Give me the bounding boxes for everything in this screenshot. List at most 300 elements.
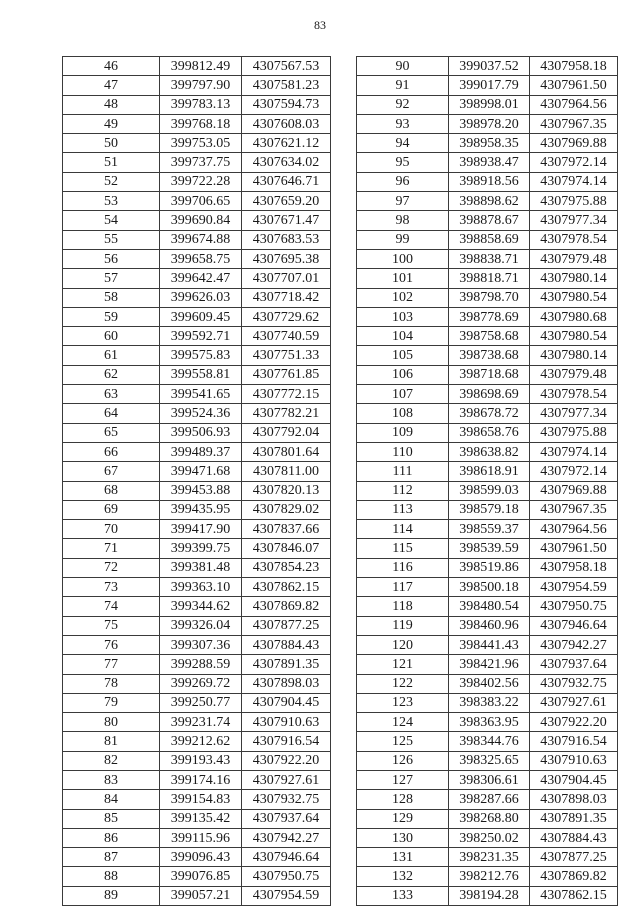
point-number-cell: 75 — [63, 616, 160, 635]
x-coordinate-cell: 399506.93 — [160, 423, 242, 442]
point-number-cell: 56 — [63, 249, 160, 268]
y-coordinate-cell: 4307782.21 — [242, 404, 331, 423]
x-coordinate-cell: 399658.75 — [160, 249, 242, 268]
point-number-cell: 62 — [63, 365, 160, 384]
table-row — [357, 404, 618, 423]
y-coordinate-cell: 4307946.64 — [530, 616, 618, 635]
point-number-cell: 93 — [357, 114, 449, 133]
table-row — [63, 404, 331, 423]
x-coordinate-cell: 399344.62 — [160, 597, 242, 616]
table-row — [357, 230, 618, 249]
x-coordinate-cell: 398325.65 — [449, 751, 530, 770]
x-coordinate-cell: 399269.72 — [160, 674, 242, 693]
point-number-cell: 78 — [63, 674, 160, 693]
table-row — [63, 655, 331, 674]
table-row — [357, 655, 618, 674]
x-coordinate-cell: 399626.03 — [160, 288, 242, 307]
point-number-cell: 123 — [357, 693, 449, 712]
y-coordinate-cell: 4307979.48 — [530, 249, 618, 268]
point-number-cell: 60 — [63, 327, 160, 346]
x-coordinate-cell: 399135.42 — [160, 809, 242, 828]
y-coordinate-cell: 4307980.14 — [530, 346, 618, 365]
point-number-cell: 79 — [63, 693, 160, 712]
coordinates-table-left-body — [63, 57, 331, 906]
table-row — [63, 365, 331, 384]
x-coordinate-cell: 398460.96 — [449, 616, 530, 635]
table-row — [63, 307, 331, 326]
point-number-cell: 109 — [357, 423, 449, 442]
y-coordinate-cell: 4307979.48 — [530, 365, 618, 384]
y-coordinate-cell: 4307898.03 — [242, 674, 331, 693]
table-row — [63, 828, 331, 847]
table-row — [63, 558, 331, 577]
table-row — [357, 481, 618, 500]
table-row — [63, 134, 331, 153]
y-coordinate-cell: 4307761.85 — [242, 365, 331, 384]
y-coordinate-cell: 4307898.03 — [530, 790, 618, 809]
table-row — [357, 848, 618, 867]
point-number-cell: 67 — [63, 462, 160, 481]
table-row — [63, 597, 331, 616]
y-coordinate-cell: 4307980.54 — [530, 288, 618, 307]
table-row — [63, 809, 331, 828]
point-number-cell: 132 — [357, 867, 449, 886]
point-number-cell: 68 — [63, 481, 160, 500]
table-row — [63, 693, 331, 712]
x-coordinate-cell: 398938.47 — [449, 153, 530, 172]
point-number-cell: 89 — [63, 886, 160, 905]
table-row — [357, 635, 618, 654]
x-coordinate-cell: 399642.47 — [160, 269, 242, 288]
x-coordinate-cell: 399592.71 — [160, 327, 242, 346]
table-row — [63, 674, 331, 693]
x-coordinate-cell: 399399.75 — [160, 539, 242, 558]
point-number-cell: 118 — [357, 597, 449, 616]
x-coordinate-cell: 398678.72 — [449, 404, 530, 423]
x-coordinate-cell: 399096.43 — [160, 848, 242, 867]
point-number-cell: 51 — [63, 153, 160, 172]
table-row — [357, 886, 618, 905]
x-coordinate-cell: 398539.59 — [449, 539, 530, 558]
table-row — [63, 732, 331, 751]
x-coordinate-cell: 399558.81 — [160, 365, 242, 384]
y-coordinate-cell: 4307922.20 — [242, 751, 331, 770]
y-coordinate-cell: 4307801.64 — [242, 442, 331, 461]
y-coordinate-cell: 4307634.02 — [242, 153, 331, 172]
y-coordinate-cell: 4307974.14 — [530, 442, 618, 461]
y-coordinate-cell: 4307581.23 — [242, 76, 331, 95]
table-row — [63, 751, 331, 770]
x-coordinate-cell: 398838.71 — [449, 249, 530, 268]
y-coordinate-cell: 4307954.59 — [242, 886, 331, 905]
table-row — [63, 578, 331, 597]
y-coordinate-cell: 4307659.20 — [242, 192, 331, 211]
point-number-cell: 85 — [63, 809, 160, 828]
point-number-cell: 81 — [63, 732, 160, 751]
y-coordinate-cell: 4307972.14 — [530, 153, 618, 172]
y-coordinate-cell: 4307862.15 — [530, 886, 618, 905]
y-coordinate-cell: 4307772.15 — [242, 385, 331, 404]
x-coordinate-cell: 399797.90 — [160, 76, 242, 95]
x-coordinate-cell: 398638.82 — [449, 442, 530, 461]
point-number-cell: 131 — [357, 848, 449, 867]
y-coordinate-cell: 4307877.25 — [242, 616, 331, 635]
table-row — [63, 500, 331, 519]
point-number-cell: 119 — [357, 616, 449, 635]
x-coordinate-cell: 398858.69 — [449, 230, 530, 249]
x-coordinate-cell: 398878.67 — [449, 211, 530, 230]
table-row — [63, 886, 331, 905]
y-coordinate-cell: 4307869.82 — [242, 597, 331, 616]
x-coordinate-cell: 398250.02 — [449, 828, 530, 847]
y-coordinate-cell: 4307891.35 — [242, 655, 331, 674]
y-coordinate-cell: 4307937.64 — [242, 809, 331, 828]
x-coordinate-cell: 399363.10 — [160, 578, 242, 597]
x-coordinate-cell: 398918.56 — [449, 172, 530, 191]
table-row — [63, 192, 331, 211]
y-coordinate-cell: 4307811.00 — [242, 462, 331, 481]
point-number-cell: 96 — [357, 172, 449, 191]
y-coordinate-cell: 4307961.50 — [530, 76, 618, 95]
table-row — [63, 114, 331, 133]
x-coordinate-cell: 399768.18 — [160, 114, 242, 133]
table-row — [63, 288, 331, 307]
y-coordinate-cell: 4307751.33 — [242, 346, 331, 365]
table-row — [357, 423, 618, 442]
x-coordinate-cell: 399753.05 — [160, 134, 242, 153]
point-number-cell: 124 — [357, 713, 449, 732]
table-row — [63, 442, 331, 461]
x-coordinate-cell: 399706.65 — [160, 192, 242, 211]
y-coordinate-cell: 4307829.02 — [242, 500, 331, 519]
x-coordinate-cell: 399524.36 — [160, 404, 242, 423]
y-coordinate-cell: 4307910.63 — [530, 751, 618, 770]
y-coordinate-cell: 4307927.61 — [530, 693, 618, 712]
table-row — [63, 95, 331, 114]
table-row — [63, 269, 331, 288]
y-coordinate-cell: 4307964.56 — [530, 520, 618, 539]
y-coordinate-cell: 4307978.54 — [530, 230, 618, 249]
point-number-cell: 65 — [63, 423, 160, 442]
y-coordinate-cell: 4307837.66 — [242, 520, 331, 539]
table-row — [357, 713, 618, 732]
point-number-cell: 120 — [357, 635, 449, 654]
table-row — [63, 790, 331, 809]
point-number-cell: 105 — [357, 346, 449, 365]
table-row — [63, 385, 331, 404]
y-coordinate-cell: 4307967.35 — [530, 500, 618, 519]
x-coordinate-cell: 398579.18 — [449, 500, 530, 519]
table-row — [357, 828, 618, 847]
point-number-cell: 86 — [63, 828, 160, 847]
y-coordinate-cell: 4307695.38 — [242, 249, 331, 268]
x-coordinate-cell: 399722.28 — [160, 172, 242, 191]
y-coordinate-cell: 4307884.43 — [242, 635, 331, 654]
point-number-cell: 46 — [63, 57, 160, 76]
x-coordinate-cell: 398818.71 — [449, 269, 530, 288]
x-coordinate-cell: 399154.83 — [160, 790, 242, 809]
y-coordinate-cell: 4307975.88 — [530, 423, 618, 442]
point-number-cell: 128 — [357, 790, 449, 809]
table-row — [357, 867, 618, 886]
x-coordinate-cell: 398978.20 — [449, 114, 530, 133]
x-coordinate-cell: 398898.62 — [449, 192, 530, 211]
y-coordinate-cell: 4307820.13 — [242, 481, 331, 500]
point-number-cell: 80 — [63, 713, 160, 732]
table-row — [357, 134, 618, 153]
point-number-cell: 101 — [357, 269, 449, 288]
x-coordinate-cell: 399017.79 — [449, 76, 530, 95]
y-coordinate-cell: 4307740.59 — [242, 327, 331, 346]
point-number-cell: 88 — [63, 867, 160, 886]
point-number-cell: 87 — [63, 848, 160, 867]
x-coordinate-cell: 399381.48 — [160, 558, 242, 577]
page-number: 83 — [314, 18, 326, 32]
table-row — [357, 327, 618, 346]
point-number-cell: 71 — [63, 539, 160, 558]
y-coordinate-cell: 4307954.59 — [530, 578, 618, 597]
x-coordinate-cell: 398559.37 — [449, 520, 530, 539]
y-coordinate-cell: 4307974.14 — [530, 172, 618, 191]
x-coordinate-cell: 398441.43 — [449, 635, 530, 654]
table-row — [63, 76, 331, 95]
point-number-cell: 52 — [63, 172, 160, 191]
y-coordinate-cell: 4307942.27 — [530, 635, 618, 654]
x-coordinate-cell: 398500.18 — [449, 578, 530, 597]
x-coordinate-cell: 398698.69 — [449, 385, 530, 404]
table-row — [63, 867, 331, 886]
x-coordinate-cell: 399690.84 — [160, 211, 242, 230]
point-number-cell: 107 — [357, 385, 449, 404]
x-coordinate-cell: 398383.22 — [449, 693, 530, 712]
y-coordinate-cell: 4307969.88 — [530, 481, 618, 500]
y-coordinate-cell: 4307937.64 — [530, 655, 618, 674]
table-row — [63, 153, 331, 172]
y-coordinate-cell: 4307646.71 — [242, 172, 331, 191]
x-coordinate-cell: 398758.68 — [449, 327, 530, 346]
y-coordinate-cell: 4307980.68 — [530, 307, 618, 326]
table-row — [63, 635, 331, 654]
x-coordinate-cell: 398480.54 — [449, 597, 530, 616]
y-coordinate-cell: 4307932.75 — [530, 674, 618, 693]
point-number-cell: 127 — [357, 770, 449, 789]
table-row — [357, 57, 618, 76]
y-coordinate-cell: 4307922.20 — [530, 713, 618, 732]
point-number-cell: 117 — [357, 578, 449, 597]
y-coordinate-cell: 4307964.56 — [530, 95, 618, 114]
point-number-cell: 61 — [63, 346, 160, 365]
y-coordinate-cell: 4307567.53 — [242, 57, 331, 76]
point-number-cell: 74 — [63, 597, 160, 616]
y-coordinate-cell: 4307904.45 — [530, 770, 618, 789]
table-row — [63, 211, 331, 230]
y-coordinate-cell: 4307950.75 — [242, 867, 331, 886]
y-coordinate-cell: 4307707.01 — [242, 269, 331, 288]
table-row — [357, 114, 618, 133]
y-coordinate-cell: 4307942.27 — [242, 828, 331, 847]
x-coordinate-cell: 399541.65 — [160, 385, 242, 404]
point-number-cell: 54 — [63, 211, 160, 230]
point-number-cell: 76 — [63, 635, 160, 654]
x-coordinate-cell: 398958.35 — [449, 134, 530, 153]
point-number-cell: 84 — [63, 790, 160, 809]
table-row — [357, 346, 618, 365]
table-row — [357, 500, 618, 519]
point-number-cell: 55 — [63, 230, 160, 249]
point-number-cell: 82 — [63, 751, 160, 770]
table-row — [357, 269, 618, 288]
y-coordinate-cell: 4307916.54 — [530, 732, 618, 751]
point-number-cell: 77 — [63, 655, 160, 674]
table-row — [63, 423, 331, 442]
table-row — [63, 327, 331, 346]
y-coordinate-cell: 4307916.54 — [242, 732, 331, 751]
point-number-cell: 48 — [63, 95, 160, 114]
coordinates-table-left — [62, 56, 331, 906]
x-coordinate-cell: 398287.66 — [449, 790, 530, 809]
y-coordinate-cell: 4307608.03 — [242, 114, 331, 133]
y-coordinate-cell: 4307846.07 — [242, 539, 331, 558]
table-row — [357, 809, 618, 828]
point-number-cell: 91 — [357, 76, 449, 95]
point-number-cell: 70 — [63, 520, 160, 539]
x-coordinate-cell: 398421.96 — [449, 655, 530, 674]
table-row — [63, 481, 331, 500]
table-row — [63, 539, 331, 558]
x-coordinate-cell: 399812.49 — [160, 57, 242, 76]
table-row — [357, 790, 618, 809]
point-number-cell: 47 — [63, 76, 160, 95]
table-row — [357, 211, 618, 230]
x-coordinate-cell: 398402.56 — [449, 674, 530, 693]
point-number-cell: 49 — [63, 114, 160, 133]
y-coordinate-cell: 4307977.34 — [530, 211, 618, 230]
x-coordinate-cell: 399307.36 — [160, 635, 242, 654]
point-number-cell: 110 — [357, 442, 449, 461]
point-number-cell: 122 — [357, 674, 449, 693]
point-number-cell: 103 — [357, 307, 449, 326]
x-coordinate-cell: 398519.86 — [449, 558, 530, 577]
y-coordinate-cell: 4307975.88 — [530, 192, 618, 211]
point-number-cell: 111 — [357, 462, 449, 481]
table-row — [357, 732, 618, 751]
point-number-cell: 121 — [357, 655, 449, 674]
x-coordinate-cell: 399174.16 — [160, 770, 242, 789]
x-coordinate-cell: 398618.91 — [449, 462, 530, 481]
y-coordinate-cell: 4307904.45 — [242, 693, 331, 712]
y-coordinate-cell: 4307977.34 — [530, 404, 618, 423]
y-coordinate-cell: 4307884.43 — [530, 828, 618, 847]
table-row — [63, 172, 331, 191]
y-coordinate-cell: 4307950.75 — [530, 597, 618, 616]
point-number-cell: 129 — [357, 809, 449, 828]
table-row — [357, 770, 618, 789]
point-number-cell: 58 — [63, 288, 160, 307]
x-coordinate-cell: 399212.62 — [160, 732, 242, 751]
x-coordinate-cell: 398268.80 — [449, 809, 530, 828]
point-number-cell: 108 — [357, 404, 449, 423]
point-number-cell: 98 — [357, 211, 449, 230]
point-number-cell: 106 — [357, 365, 449, 384]
x-coordinate-cell: 399453.88 — [160, 481, 242, 500]
y-coordinate-cell: 4307932.75 — [242, 790, 331, 809]
x-coordinate-cell: 399609.45 — [160, 307, 242, 326]
table-row — [63, 616, 331, 635]
x-coordinate-cell: 399737.75 — [160, 153, 242, 172]
table-row — [357, 172, 618, 191]
y-coordinate-cell: 4307621.12 — [242, 134, 331, 153]
x-coordinate-cell: 398599.03 — [449, 481, 530, 500]
y-coordinate-cell: 4307683.53 — [242, 230, 331, 249]
x-coordinate-cell: 399471.68 — [160, 462, 242, 481]
point-number-cell: 102 — [357, 288, 449, 307]
x-coordinate-cell: 398363.95 — [449, 713, 530, 732]
x-coordinate-cell: 399250.77 — [160, 693, 242, 712]
x-coordinate-cell: 398344.76 — [449, 732, 530, 751]
table-row — [63, 57, 331, 76]
y-coordinate-cell: 4307946.64 — [242, 848, 331, 867]
table-row — [357, 249, 618, 268]
table-row — [63, 346, 331, 365]
point-number-cell: 63 — [63, 385, 160, 404]
table-row — [357, 751, 618, 770]
point-number-cell: 130 — [357, 828, 449, 847]
x-coordinate-cell: 398778.69 — [449, 307, 530, 326]
point-number-cell: 115 — [357, 539, 449, 558]
table-row — [357, 442, 618, 461]
table-row — [357, 288, 618, 307]
x-coordinate-cell: 398738.68 — [449, 346, 530, 365]
point-number-cell: 64 — [63, 404, 160, 423]
x-coordinate-cell: 399435.95 — [160, 500, 242, 519]
x-coordinate-cell: 398998.01 — [449, 95, 530, 114]
table-row — [357, 578, 618, 597]
y-coordinate-cell: 4307718.42 — [242, 288, 331, 307]
x-coordinate-cell: 399037.52 — [449, 57, 530, 76]
table-row — [357, 76, 618, 95]
y-coordinate-cell: 4307969.88 — [530, 134, 618, 153]
point-number-cell: 125 — [357, 732, 449, 751]
point-number-cell: 72 — [63, 558, 160, 577]
point-number-cell: 113 — [357, 500, 449, 519]
point-number-cell: 126 — [357, 751, 449, 770]
point-number-cell: 94 — [357, 134, 449, 153]
x-coordinate-cell: 398798.70 — [449, 288, 530, 307]
coordinates-table-right-body — [357, 57, 618, 906]
x-coordinate-cell: 399193.43 — [160, 751, 242, 770]
x-coordinate-cell: 399288.59 — [160, 655, 242, 674]
point-number-cell: 99 — [357, 230, 449, 249]
y-coordinate-cell: 4307958.18 — [530, 57, 618, 76]
y-coordinate-cell: 4307671.47 — [242, 211, 331, 230]
table-row — [357, 597, 618, 616]
x-coordinate-cell: 398212.76 — [449, 867, 530, 886]
y-coordinate-cell: 4307877.25 — [530, 848, 618, 867]
point-number-cell: 95 — [357, 153, 449, 172]
table-row — [63, 770, 331, 789]
x-coordinate-cell: 399417.90 — [160, 520, 242, 539]
point-number-cell: 90 — [357, 57, 449, 76]
x-coordinate-cell: 399326.04 — [160, 616, 242, 635]
y-coordinate-cell: 4307862.15 — [242, 578, 331, 597]
point-number-cell: 112 — [357, 481, 449, 500]
table-row — [357, 558, 618, 577]
point-number-cell: 114 — [357, 520, 449, 539]
table-row — [357, 153, 618, 172]
coordinates-table-right — [356, 56, 618, 906]
x-coordinate-cell: 399076.85 — [160, 867, 242, 886]
y-coordinate-cell: 4307891.35 — [530, 809, 618, 828]
